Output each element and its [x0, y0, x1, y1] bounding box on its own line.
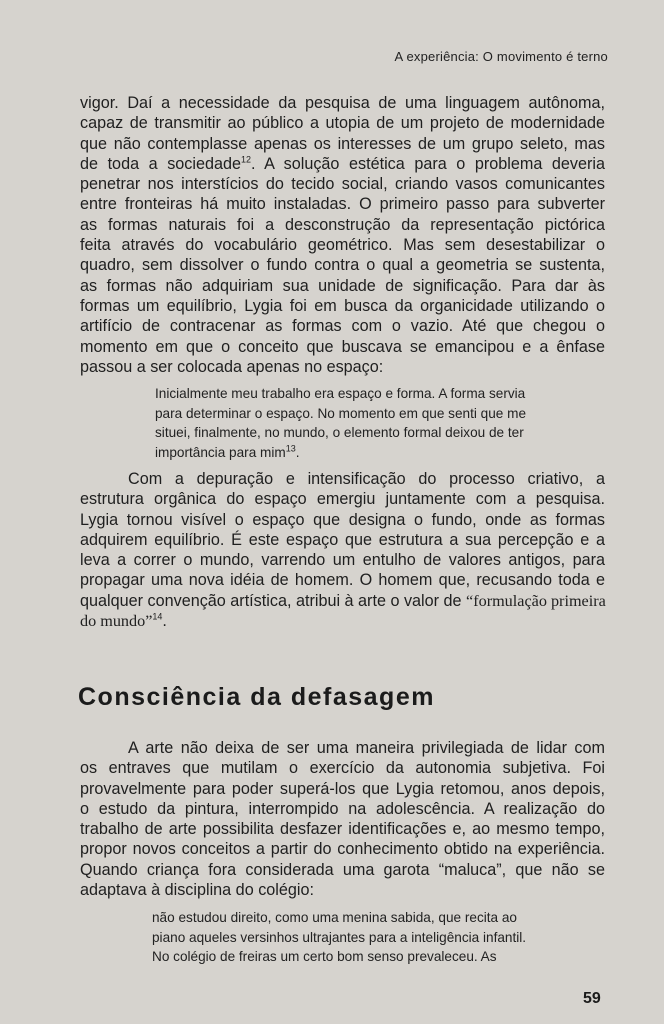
text-fragment: . — [162, 612, 167, 631]
quote-line: para determinar o espaço. No momento em que senti que me — [155, 405, 527, 421]
text-line: adquirem equilíbrio. É este espaço que estrutura a sua percepção e a — [80, 530, 605, 549]
text-line: o estudo da pintura, interrompido na adolescência. A realização do — [80, 799, 605, 818]
block-quote-2 — [152, 908, 532, 967]
quote-line: não estudou direito, como uma menina sabida, que recita ao — [152, 910, 517, 925]
text-line: passou a ser colocada apenas no espaço: — [80, 357, 384, 376]
text-line: trabalho de arte possibilita desfazer identificações e, ao mesmo tempo, — [80, 820, 605, 839]
text-line: adaptava à disciplina do colégio: — [80, 881, 314, 900]
text-line: penetrar nos interstícios do tecido social, criando vasos comunicantes — [80, 175, 605, 194]
text-line: momento em que o conceito que buscava se emancipou e a ênfase — [80, 337, 605, 356]
text-fragment: de toda a sociedade — [80, 154, 241, 173]
text-line: propagar uma nova idéia de homem. O homem que, recusando toda e — [80, 571, 605, 590]
page-number: 59 — [583, 990, 601, 1007]
text-fragment: . — [295, 444, 300, 460]
paragraph-3 — [80, 738, 605, 900]
text-line: Quando criança fora considerada uma garota “maluca”, que não se — [80, 860, 605, 879]
text-line: Com a depuração e intensificação do processo criativo, a — [128, 470, 605, 488]
text-line: formas um equilíbrio, Lygia foi em busca da organicidade utilizando o — [80, 296, 605, 315]
quoted-phrase: do mundo” — [80, 612, 153, 631]
text-line: os entraves que mutilam o exercício da autonomia subjetiva. Foi — [80, 759, 605, 778]
paragraph-1 — [80, 93, 605, 377]
text-fragment: importância para mim — [155, 444, 286, 460]
text-line: estrutura orgânica do espaço emergiu juntamente com a pesquisa. — [80, 490, 605, 509]
footnote-ref-13: 13 — [285, 442, 296, 453]
footnote-ref-12: 12 — [241, 154, 252, 165]
quote-line: situei, finalmente, no mundo, o elemento formal deixou de ter — [155, 425, 524, 440]
text-line: A arte não deixa de ser uma maneira privilegiada de lidar com — [128, 739, 605, 757]
text-line: quadro, sem dissolver o fundo contra o qual a geometria se sustenta, — [80, 256, 605, 275]
section-heading: Consciência da defasagem — [78, 683, 435, 711]
text-line: as formas naturais foi a desconstrução da representação pictórica — [80, 215, 605, 234]
text-line: Lygia tornou visível o espaço que designa o fundo, onde as formas — [80, 510, 605, 529]
text-line: provavelmente para poder superá-los que Lygia retomou, anos depois, — [80, 779, 605, 798]
text-line: que não contemplasse apenas os interesses de um grupo seleto, mas — [80, 134, 605, 153]
text-line-with-footnote — [80, 611, 605, 631]
paragraph-2 — [80, 469, 605, 631]
text-line: vigor. Daí a necessidade da pesquisa de uma linguagem autônoma, — [80, 94, 605, 112]
running-header: A experiência: O movimento é terno — [394, 49, 608, 64]
text-fragment: qualquer convenção artística, atribui à arte o valor de — [80, 591, 467, 610]
text-line: entre fronteiras há muito instaladas. O primeiro passo para subverter — [80, 195, 605, 214]
quote-line: No colégio de freiras um certo bom senso prevaleceu. As — [152, 949, 497, 964]
quoted-phrase: “formulação primeira — [466, 591, 606, 610]
quote-line: Inicialmente meu trabalho era espaço e forma. A forma servia — [155, 386, 526, 401]
text-fragment: . A solução estética para o problema deveria — [251, 154, 605, 173]
text-line: artifício de contracenar as formas com o vazio. Até que chegou o — [80, 317, 605, 336]
text-line: leva a correr o mundo, varrendo um entulho de valores antigos, para — [80, 551, 605, 570]
text-line: feita através do vocabulário geométrico. Mas sem desestabilizar o — [80, 236, 605, 255]
text-line: propor novos conceitos a partir do conhecimento obtido na experiência. — [80, 840, 605, 859]
text-line-mixed — [80, 591, 605, 611]
text-line-with-footnote — [80, 154, 605, 174]
footnote-ref-14: 14 — [152, 611, 163, 622]
quote-line: piano aqueles versinhos ultrajantes para a inteligência infantil. — [152, 929, 527, 945]
text-line: as formas não adquiriam sua unidade de significação. Para dar às — [80, 276, 605, 295]
block-quote-1 — [155, 384, 535, 462]
text-line: capaz de transmitir ao público a utopia de um projeto de modernidade — [80, 114, 605, 133]
quote-line-with-footnote — [155, 443, 535, 463]
